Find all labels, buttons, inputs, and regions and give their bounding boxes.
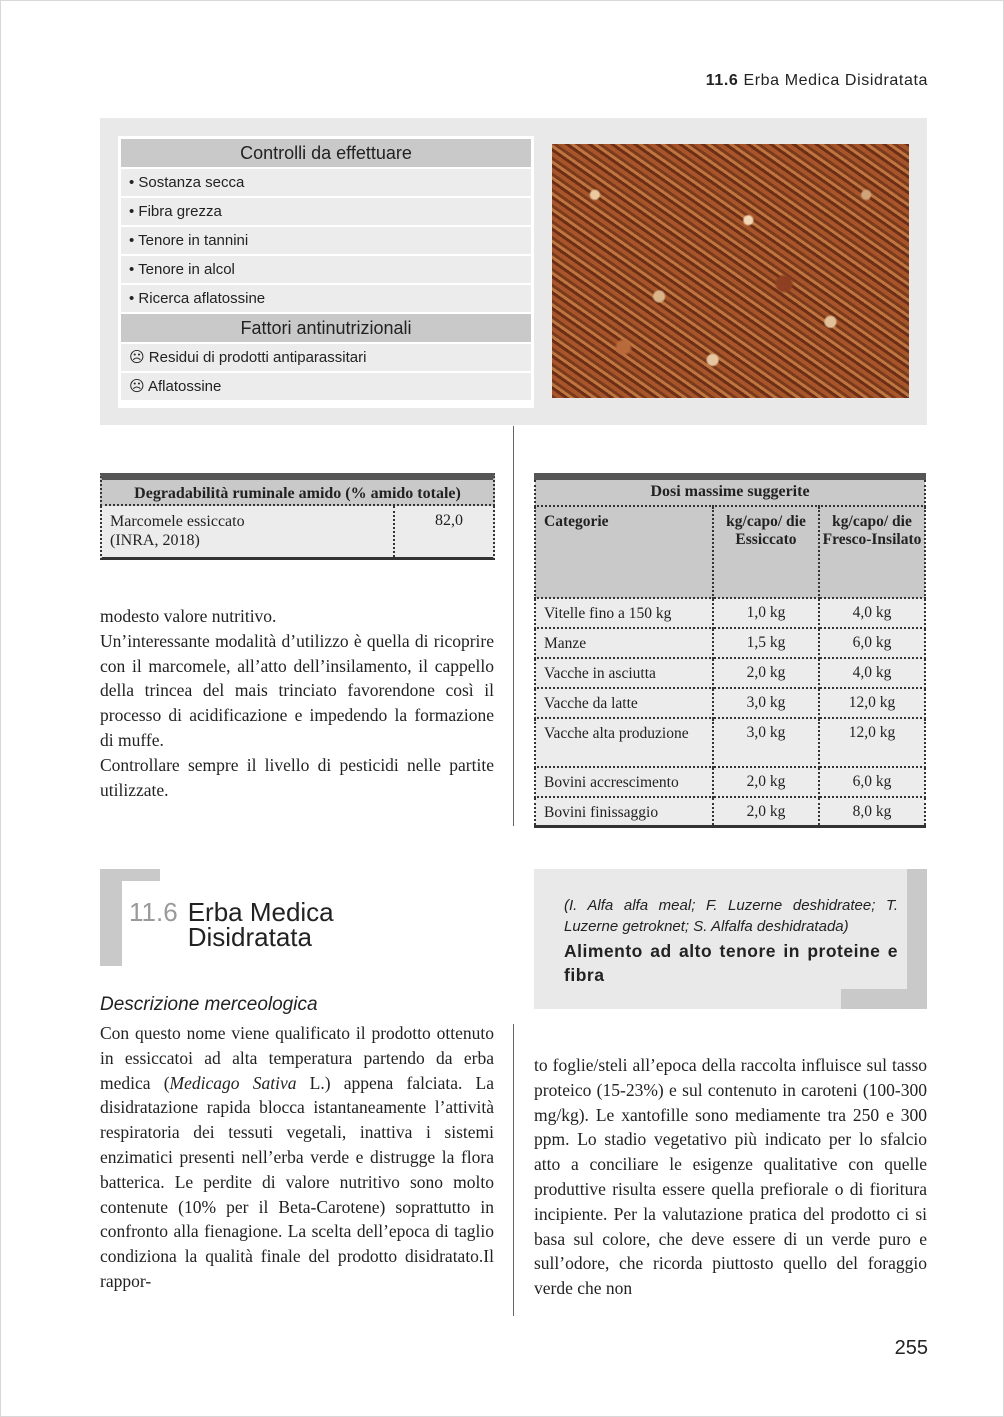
table-row — [535, 598, 925, 628]
column-divider — [513, 426, 514, 826]
doses-title: Dosi massime suggerite — [535, 477, 925, 506]
doses-col-header: kg/capo/ die Essiccato — [713, 506, 819, 598]
dose-category: Bovini accrescimento — [535, 767, 713, 797]
degradability-table — [100, 473, 495, 560]
dose-dried: 3,0 kg — [713, 688, 819, 718]
paragraph: modesto valore nutritivo. — [100, 606, 277, 626]
column-divider — [513, 1024, 514, 1316]
table-row — [535, 797, 925, 827]
factor-item: ☹ Residui di prodotti antiparassitari — [121, 344, 531, 371]
description-left — [100, 1021, 494, 1294]
degradability-header: Degradabilità ruminale amido (% amido totale) — [100, 473, 495, 506]
description-right — [534, 1053, 927, 1301]
table-row — [535, 628, 925, 658]
doses-col-header: Categorie — [535, 506, 713, 598]
section-title: Erba Medica — [187, 897, 334, 927]
degradability-row-source: (INRA, 2018) — [110, 532, 200, 549]
controls-item: • Ricerca aflatossine — [121, 285, 531, 312]
description-heading: Descrizione merceologica — [100, 994, 318, 1015]
dose-category: Vacche da latte — [535, 688, 713, 718]
table-row — [535, 718, 925, 767]
doses-col-header: kg/capo/ die Fresco-Insilato — [819, 506, 925, 598]
controls-item: • Sostanza secca — [121, 169, 531, 196]
table-row — [535, 688, 925, 718]
description-text: L.) appena falciata. La disidratazione rapida blocca istantaneamente l’attività respiratoria dei tessuti vegetali, inattiva i sistemi enzimatici presenti nell’erba verde e distrugge la flora batterica. Le perdite di valore nutritivo sono molto contenute (10% per il Beta-Carotene) soprattutto in confronto alla fienagione. La scelta dell’epoca di taglio condiziona la qualità finale del prodotto disidratato.Il rappor- — [100, 1072, 494, 1291]
running-header-number: 11.6 — [705, 72, 739, 89]
controls-item: • Tenore in tannini — [121, 227, 531, 254]
controls-box — [118, 136, 534, 408]
dose-dried: 2,0 kg — [713, 797, 819, 827]
dose-fresh: 6,0 kg — [819, 628, 925, 658]
dose-category: Bovini finissaggio — [535, 797, 713, 827]
running-header — [706, 72, 928, 90]
running-header-title: Erba Medica Disidratata — [743, 72, 928, 89]
synonyms-box — [534, 869, 927, 1009]
dose-category: Vitelle fino a 150 kg — [535, 598, 713, 628]
description-text: to foglie/steli all’epoca della raccolta influisce sul tasso proteico (15-23%) e sul contenuto in caroteni (100-300 mg/kg). Le xantofille sono mediamente tra 250 e 300 ppm. Lo stadio vegetativo più indicato per lo sfalcio atto a conciliare le esigenze qualitative con quelle produttive risulta essere quella prefiorale o di fioritura incipiente. Per la valutazione pratica del prodotto ci si basa sul colore, che deve essere di un verde puro e sull’odore, che ricorda piuttosto quello del foraggio verde che non — [534, 1055, 927, 1299]
left-column-text — [100, 604, 494, 802]
dose-dried: 1,0 kg — [713, 598, 819, 628]
synonyms: (I. Alfa alfa meal; F. Luzerne deshidratee; T. Luzerne getroknet; S. Alfalfa deshidratada) — [564, 897, 898, 935]
section-bracket — [100, 869, 122, 966]
page-number: 255 — [894, 1337, 928, 1359]
dose-dried: 1,5 kg — [713, 628, 819, 658]
section-heading — [129, 897, 334, 952]
paragraph: Controllare sempre il livello di pesticidi nelle partite utilizzate. — [100, 754, 494, 800]
dose-dried: 2,0 kg — [713, 658, 819, 688]
lead-statement: Alimento ad alto tenore in proteine e fibra — [564, 941, 898, 985]
degradability-value: 82,0 — [435, 512, 463, 529]
dose-dried: 3,0 kg — [713, 718, 819, 767]
doses-table — [534, 473, 926, 828]
degradability-row-label: Marcomele essiccato — [110, 513, 245, 530]
description-text: Con questo nome viene qualificato il prodotto ottenuto in essiccatoi ad alta temperatura partendo da erba medica ( — [100, 1023, 494, 1093]
paragraph: Un’interessante modalità d’utilizzo è quella di ricoprire con il marcomele, all’atto dell’insilamento, il cappello della trincea del mais trinciato favorendone così il processo di acidificazione e impedendo la formazione di muffe. — [100, 630, 494, 750]
dried-pulp-photo — [552, 144, 909, 398]
dose-category: Manze — [535, 628, 713, 658]
dose-fresh: 12,0 kg — [819, 688, 925, 718]
dose-fresh: 4,0 kg — [819, 658, 925, 688]
dose-fresh: 12,0 kg — [819, 718, 925, 767]
dose-fresh: 6,0 kg — [819, 767, 925, 797]
controls-heading: Controlli da effettuare — [121, 139, 531, 167]
table-row — [535, 658, 925, 688]
table-row — [535, 767, 925, 797]
dose-dried: 2,0 kg — [713, 767, 819, 797]
section-number: 11.6 — [129, 897, 178, 927]
dose-fresh: 4,0 kg — [819, 598, 925, 628]
factors-heading: Fattori antinutrizionali — [121, 314, 531, 342]
dose-category: Vacche in asciutta — [535, 658, 713, 688]
factor-item: ☹ Aflatossine — [121, 373, 531, 400]
dose-fresh: 8,0 kg — [819, 797, 925, 827]
controls-item: • Fibra grezza — [121, 198, 531, 225]
dose-category: Vacche alta produzione — [535, 718, 713, 767]
section-title: Disidratata — [187, 922, 312, 952]
controls-item: • Tenore in alcol — [121, 256, 531, 283]
species-name: Medicago Sativa — [169, 1072, 297, 1093]
